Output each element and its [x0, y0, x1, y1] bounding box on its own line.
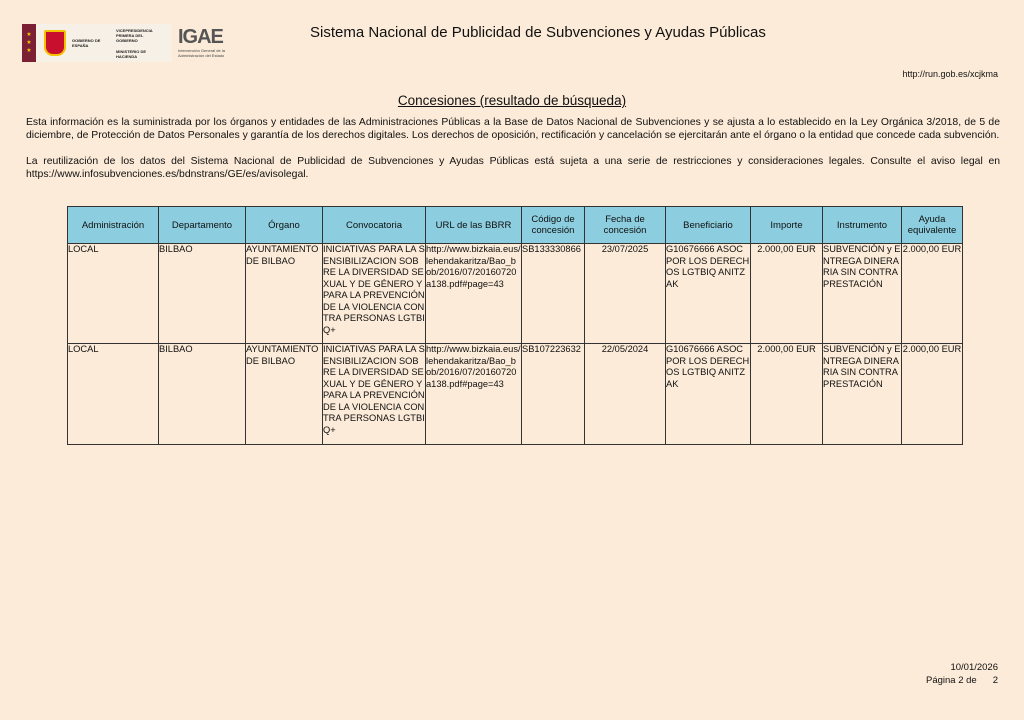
header-ayuda-equivalente: Ayuda equivalente — [902, 207, 963, 244]
cell-administracion: LOCAL — [68, 244, 159, 344]
header-administracion: Administración — [68, 207, 159, 244]
header-departamento: Departamento — [159, 207, 246, 244]
government-logo — [22, 24, 172, 62]
footer-pagination — [926, 675, 998, 686]
cell-convocatoria: INICIATIVAS PARA LA SENSIBILIZACION SOBRE LA DIVERSIDAD SEXUAL Y DE GÉNERO Y PARA LA PREVENCIÓN DE LA VIOLENCIA CONTRA PERSONAS LGTBIQ+ — [323, 244, 426, 344]
header-organo: Órgano — [246, 207, 323, 244]
cell-fecha-concesion: 23/07/2025 — [585, 244, 666, 344]
cell-organo: AYUNTAMIENTO DE BILBAO — [246, 244, 323, 344]
cell-ayuda-equivalente: 2.000,00 EUR — [902, 344, 963, 445]
coat-of-arms-icon — [42, 27, 68, 59]
short-url-link[interactable]: http://run.gob.es/xcjkma — [902, 69, 998, 79]
cell-fecha-concesion: 22/05/2024 — [585, 344, 666, 445]
section-title: Concesiones (resultado de búsqueda) — [397, 93, 627, 108]
data-protection-notice: Esta información es la suministrada por los órganos y entidades de las Administraciones Públicas a la Base de Datos Nacional de Subvenciones y se ajusta a lo establecido en la Ley Orgánica 3/2018, de 5 de diciembre, de Protección de Datos Personales y garantía de los derechos digitales. Los derechos de oposición, rectificación y cancelación se ejercitarán ante el órgano o la entidad que concede cada subvención. — [26, 117, 1000, 141]
header-beneficiario: Beneficiario — [666, 207, 751, 244]
cell-importe: 2.000,00 EUR — [751, 344, 823, 445]
cell-beneficiario: G10676666 ASOC POR LOS DERECHOS LGTBIQ ANITZAK — [666, 244, 751, 344]
header-convocatoria: Convocatoria — [323, 207, 426, 244]
page-label: Página 2 de — [925, 675, 977, 686]
igae-logo — [178, 26, 238, 62]
footer-date: 10/01/2026 — [950, 662, 998, 673]
igae-mark: IGAE — [178, 26, 223, 48]
header-instrumento: Instrumento — [823, 207, 902, 244]
header-fecha-concesion: Fecha de concesión — [585, 207, 666, 244]
cell-organo: AYUNTAMIENTO DE BILBAO — [246, 344, 323, 445]
legal-reuse-notice: La reutilización de los datos del Sistema Nacional de Publicidad de Subvenciones y Ayudas Públicas está sujeta a una serie de restricciones y consideraciones legales. Consulte el aviso legal en https://www.infosubvenciones.es/bdnstrans/GE/es/avisolegal. — [26, 156, 1000, 180]
cell-departamento: BILBAO — [159, 344, 246, 445]
cell-administracion: LOCAL — [68, 344, 159, 445]
logo-vicepresidencia-text: VICEPRESIDENCIA PRIMERA DEL GOBIERNO — [116, 27, 153, 43]
cell-beneficiario: G10676666 ASOC POR LOS DERECHOS LGTBIQ ANITZAK — [666, 344, 751, 445]
cell-codigo-concesion: SB107223632 — [522, 344, 585, 445]
header-importe: Importe — [751, 207, 823, 244]
concessions-table — [67, 206, 963, 445]
table-row — [68, 244, 963, 344]
logo-ministerio-text: MINISTERIO DE HACIENDA — [116, 48, 147, 59]
cell-ayuda-equivalente: 2.000,00 EUR — [902, 244, 963, 344]
table-header-row — [68, 207, 963, 244]
cell-convocatoria: INICIATIVAS PARA LA SENSIBILIZACION SOBRE LA DIVERSIDAD SEXUAL Y DE GÉNERO Y PARA LA PREVENCIÓN DE LA VIOLENCIA CONTRA PERSONAS LGTBIQ+ — [323, 344, 426, 445]
header-codigo-concesion: Código de concesión — [522, 207, 585, 244]
page-total: 2 — [992, 675, 998, 686]
cell-instrumento: SUBVENCIÓN y ENTREGA DINERARIA SIN CONTRAPRESTACIÓN — [823, 344, 902, 445]
logo-gov-text: GOBIERNO DE ESPAÑA — [72, 38, 101, 48]
cell-url-bbrr[interactable]: http://www.bizkaia.eus/lehendakaritza/Bao_bob/2016/07/20160720a138.pdf#page=43 — [426, 344, 522, 445]
igae-subtitle: Intervención General de la Administración del Estado — [178, 48, 225, 58]
header-url-bbrr: URL de las BBRR — [426, 207, 522, 244]
table-row — [68, 344, 963, 445]
eu-stars-icon: ★ ★ ★ — [22, 24, 36, 62]
cell-importe: 2.000,00 EUR — [751, 244, 823, 344]
cell-codigo-concesion: SB133330866 — [522, 244, 585, 344]
cell-instrumento: SUBVENCIÓN y ENTREGA DINERARIA SIN CONTRAPRESTACIÓN — [823, 244, 902, 344]
page-header-title: Sistema Nacional de Publicidad de Subvenciones y Ayudas Públicas — [310, 24, 766, 41]
cell-url-bbrr[interactable]: http://www.bizkaia.eus/lehendakaritza/Bao_bob/2016/07/20160720a138.pdf#page=43 — [426, 244, 522, 344]
cell-departamento: BILBAO — [159, 244, 246, 344]
